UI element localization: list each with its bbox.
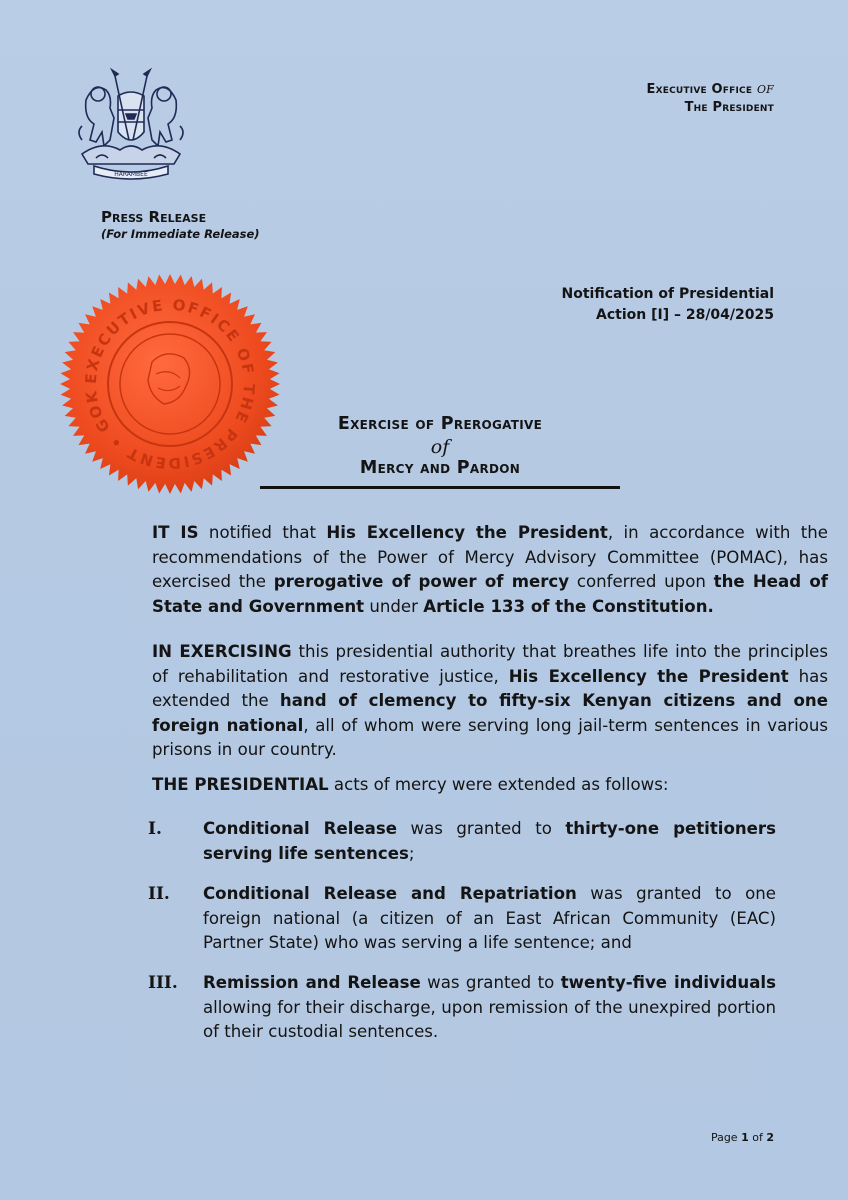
- emphasis-text: thirty-one petitioners serving life sentences: [203, 819, 776, 863]
- emphasis-text: hand of clemency to fifty-six Kenyan citizens and one foreign national: [152, 691, 828, 735]
- emphasis-text: Conditional Release: [203, 819, 397, 838]
- body-text: , all of whom were serving long jail-term sentences in various prisons in our country.: [152, 715, 828, 759]
- heading-underline: [260, 486, 620, 489]
- body-text: notified that: [198, 523, 327, 542]
- notification-line1: Notification of Presidential: [561, 286, 774, 302]
- body-text: ;: [408, 843, 415, 863]
- emphasis-text: IN EXERCISING: [152, 642, 292, 661]
- document-heading: [260, 414, 620, 489]
- official-seal-icon: [56, 270, 284, 498]
- body-text: conferred upon: [569, 572, 714, 591]
- body-text: was granted to one foreign national (a citizen of an East African Community (EAC) Partner State) who was serving a life sentence; and: [203, 884, 776, 952]
- body-text: allowing for their discharge, upon remission of the unexpired portion of their custodial sentences.: [203, 997, 776, 1041]
- motto-text: HARAMBEE: [114, 171, 148, 178]
- paragraph-1: [100, 521, 828, 619]
- page-total: 2: [766, 1131, 774, 1144]
- emphasis-text: Conditional Release and Repatriation: [203, 884, 577, 903]
- emphasis-text: prerogative of power of mercy: [273, 572, 570, 591]
- page-label: Page: [710, 1131, 738, 1144]
- emphasis-text: the Head of State and Government: [152, 572, 828, 616]
- emphasis-text: THE PRESIDENTIAL: [152, 775, 329, 794]
- press-release-subtitle: (For Immediate Release): [101, 227, 260, 241]
- paragraph-3: [100, 773, 828, 798]
- heading-line2: Mercy and Pardon: [359, 458, 521, 478]
- body-text: , in accordance with the recommendations of the Power of Mercy Advisory Committee (POMAC), has exercised the: [152, 523, 828, 591]
- emphasis-text: Article 133 of the Constitution.: [423, 596, 714, 616]
- office-of: of: [756, 78, 774, 97]
- list-item-number: I.: [148, 819, 162, 839]
- heading-of: of: [430, 436, 450, 458]
- notification-block: [562, 284, 775, 326]
- list-item-number: III.: [148, 973, 178, 993]
- list-item-text: [203, 882, 776, 956]
- emphasis-text: His Excellency the President: [326, 523, 608, 542]
- paragraph-2: [100, 640, 828, 763]
- list-item-text: [203, 817, 776, 866]
- page-of: of: [752, 1131, 763, 1144]
- emphasis-text: His Excellency the President: [508, 666, 789, 686]
- page-current: 1: [741, 1131, 749, 1144]
- body-text: was granted to: [420, 973, 561, 992]
- press-release-title: Press Release: [101, 208, 207, 226]
- emphasis-text: Remission and Release: [203, 973, 421, 992]
- list-item-text: [203, 971, 776, 1045]
- body-text: this presidential authority that breathes life into the principles of rehabilitation and restorative justice,: [152, 642, 828, 686]
- executive-office-header: [647, 79, 774, 117]
- coat-of-arms-icon: [72, 66, 190, 184]
- page-number: [711, 1131, 774, 1144]
- office-line2: The President: [684, 100, 774, 115]
- emphasis-text: IT IS: [152, 523, 199, 542]
- list-item: [148, 882, 776, 956]
- office-line1: Executive Office: [646, 82, 753, 97]
- body-text: was granted to: [397, 819, 566, 838]
- notification-line2: Action [I] – 28/04/2025: [596, 307, 774, 323]
- body-text: under: [364, 596, 424, 616]
- heading-line1: Exercise of Prerogative: [337, 414, 543, 434]
- body-text: has extended the: [152, 666, 829, 710]
- body-text: acts of mercy were extended as follows:: [328, 775, 669, 794]
- press-release-block: [101, 208, 260, 241]
- seal-text: EXECUTIVE OFFICE OF THE PRESIDENT • GOK: [81, 295, 259, 473]
- list-item-number: II.: [148, 884, 170, 904]
- list-item: [148, 817, 776, 866]
- emphasis-text: twenty-five individuals: [560, 973, 777, 992]
- list-item: [148, 971, 776, 1045]
